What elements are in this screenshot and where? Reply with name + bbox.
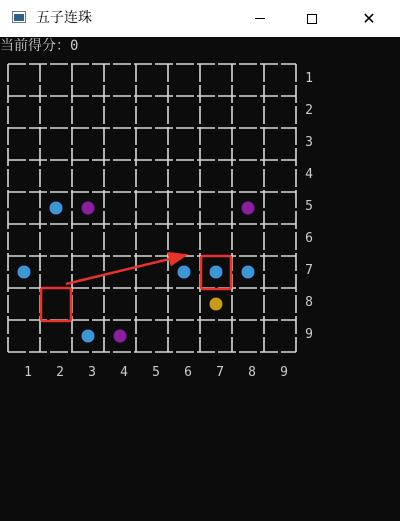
column-label: 8 bbox=[248, 365, 256, 380]
score-label: 当前得分： bbox=[0, 38, 70, 54]
column-label: 9 bbox=[280, 365, 288, 380]
column-label: 1 bbox=[24, 365, 32, 380]
row-label: 7 bbox=[305, 263, 313, 278]
stone[interactable] bbox=[210, 266, 223, 279]
column-label: 6 bbox=[184, 365, 192, 380]
column-label: 4 bbox=[120, 365, 128, 380]
row-label: 4 bbox=[305, 167, 313, 182]
row-label: 8 bbox=[305, 295, 313, 310]
row-label: 9 bbox=[305, 327, 313, 342]
stone[interactable] bbox=[242, 266, 255, 279]
close-icon: ✕ bbox=[362, 9, 376, 28]
row-label: 2 bbox=[305, 103, 313, 118]
column-label: 5 bbox=[152, 365, 160, 380]
stone[interactable] bbox=[82, 202, 95, 215]
column-label: 3 bbox=[88, 365, 96, 380]
stone[interactable] bbox=[18, 266, 31, 279]
score-value: 0 bbox=[70, 38, 79, 54]
column-label: 7 bbox=[216, 365, 224, 380]
stone[interactable] bbox=[82, 330, 95, 343]
row-label: 6 bbox=[305, 231, 313, 246]
column-label: 2 bbox=[56, 365, 64, 380]
row-label: 5 bbox=[305, 199, 313, 214]
row-label: 3 bbox=[305, 135, 313, 150]
stone[interactable] bbox=[50, 202, 63, 215]
selection-highlight bbox=[41, 288, 71, 321]
stone[interactable] bbox=[210, 298, 223, 311]
window-title: 五子连珠 bbox=[36, 10, 92, 26]
stone[interactable] bbox=[114, 330, 127, 343]
stone[interactable] bbox=[178, 266, 191, 279]
row-label: 1 bbox=[305, 71, 313, 86]
stone[interactable] bbox=[242, 202, 255, 215]
